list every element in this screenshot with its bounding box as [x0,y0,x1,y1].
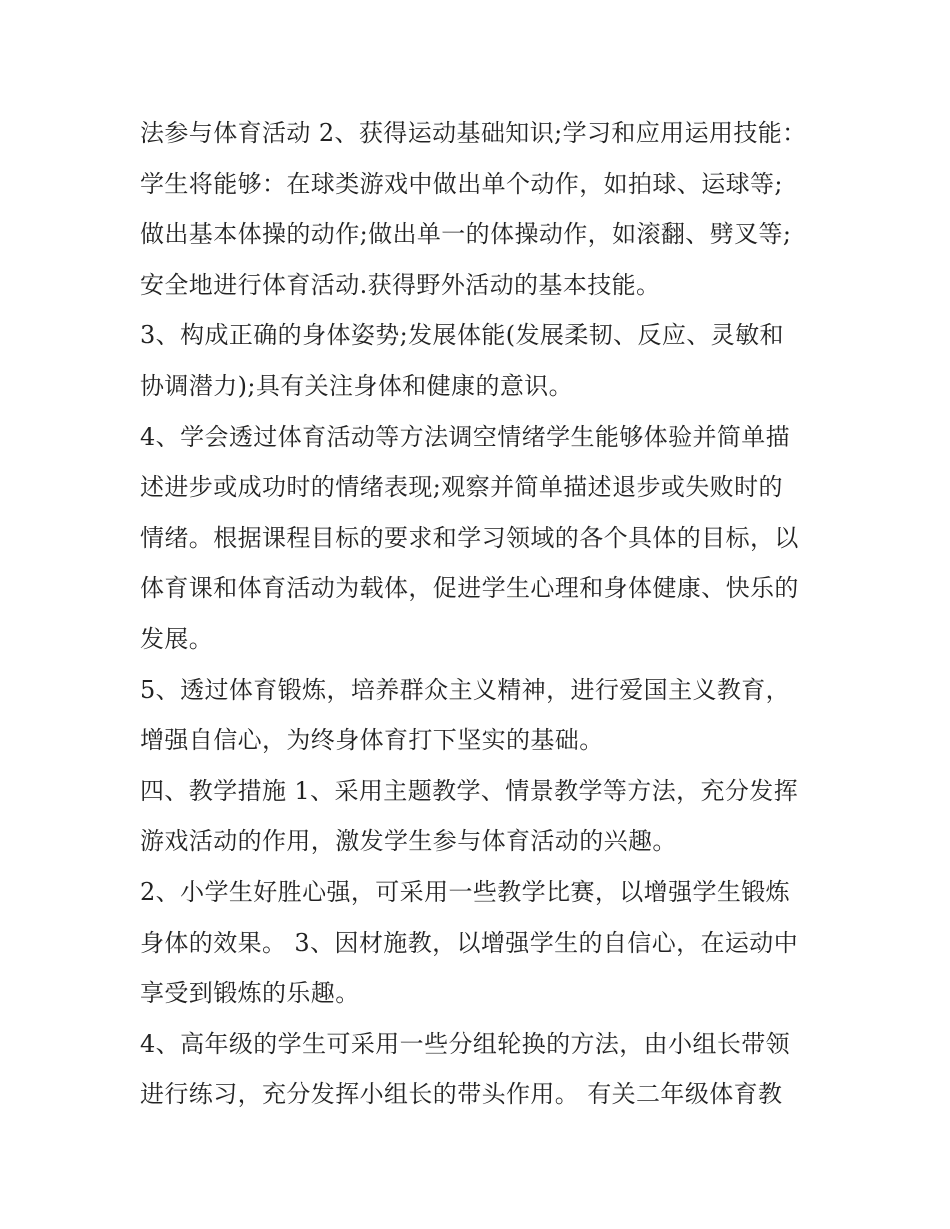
text-line-15: 游戏活动的作用，激发学生参与体育活动的兴趣。 [140,827,677,856]
text-line-8: 述进步或成功时的情绪表现;观察并简单描述退步或失败时的 [140,473,783,502]
text-line-12: 5、透过体育锻炼，培养群众主义精神，进行爱国主义教育， [140,675,791,704]
text-line-16: 2、小学生好胜心强，可采用一些教学比赛，以增强学生锻炼 [140,877,791,906]
text-line-5: 3、构成正确的身体姿势;发展体能(发展柔韧、反应、灵敏和 [140,321,784,350]
text-line-6: 协调潜力);具有关注身体和健康的意识。 [140,371,574,400]
text-line-18: 享受到锻炼的乐趣。 [140,979,360,1008]
text-line-2: 学生将能够：在球类游戏中做出单个动作，如拍球、运球等; [140,169,783,198]
text-line-10: 体育课和体育活动为载体，促进学生心理和身体健康、快乐的 [140,574,799,603]
text-line-11: 发展。 [140,624,214,653]
text-line-4: 安全地进行体育活动.获得野外活动的基本技能。 [140,270,661,299]
text-line-7: 4、学会透过体育活动等方法调空情绪学生能够体验并简单描 [140,422,791,451]
document-body [140,108,820,1120]
text-line-14: 四、教学措施 1、采用主题教学、情景教学等方法，充分发挥 [140,776,799,805]
text-line-20: 进行练习，充分发挥小组长的带头作用。 有关二年级体育教 [140,1080,783,1109]
text-line-13: 增强自信心，为终身体育打下坚实的基础。 [140,726,604,755]
text-line-9: 情绪。根据课程目标的要求和学习领域的各个具体的目标，以 [140,523,799,552]
text-line-3: 做出基本体操的动作;做出单一的体操动作，如滚翻、劈叉等; [140,220,792,249]
text-line-19: 4、高年级的学生可采用一些分组轮换的方法，由小组长带领 [140,1029,791,1058]
text-line-17: 身体的效果。 3、因材施教，以增强学生的自信心，在运动中 [140,928,799,957]
text-line-1: 法参与体育活动 2、获得运动基础知识;学习和应用运用技能： [140,119,807,147]
